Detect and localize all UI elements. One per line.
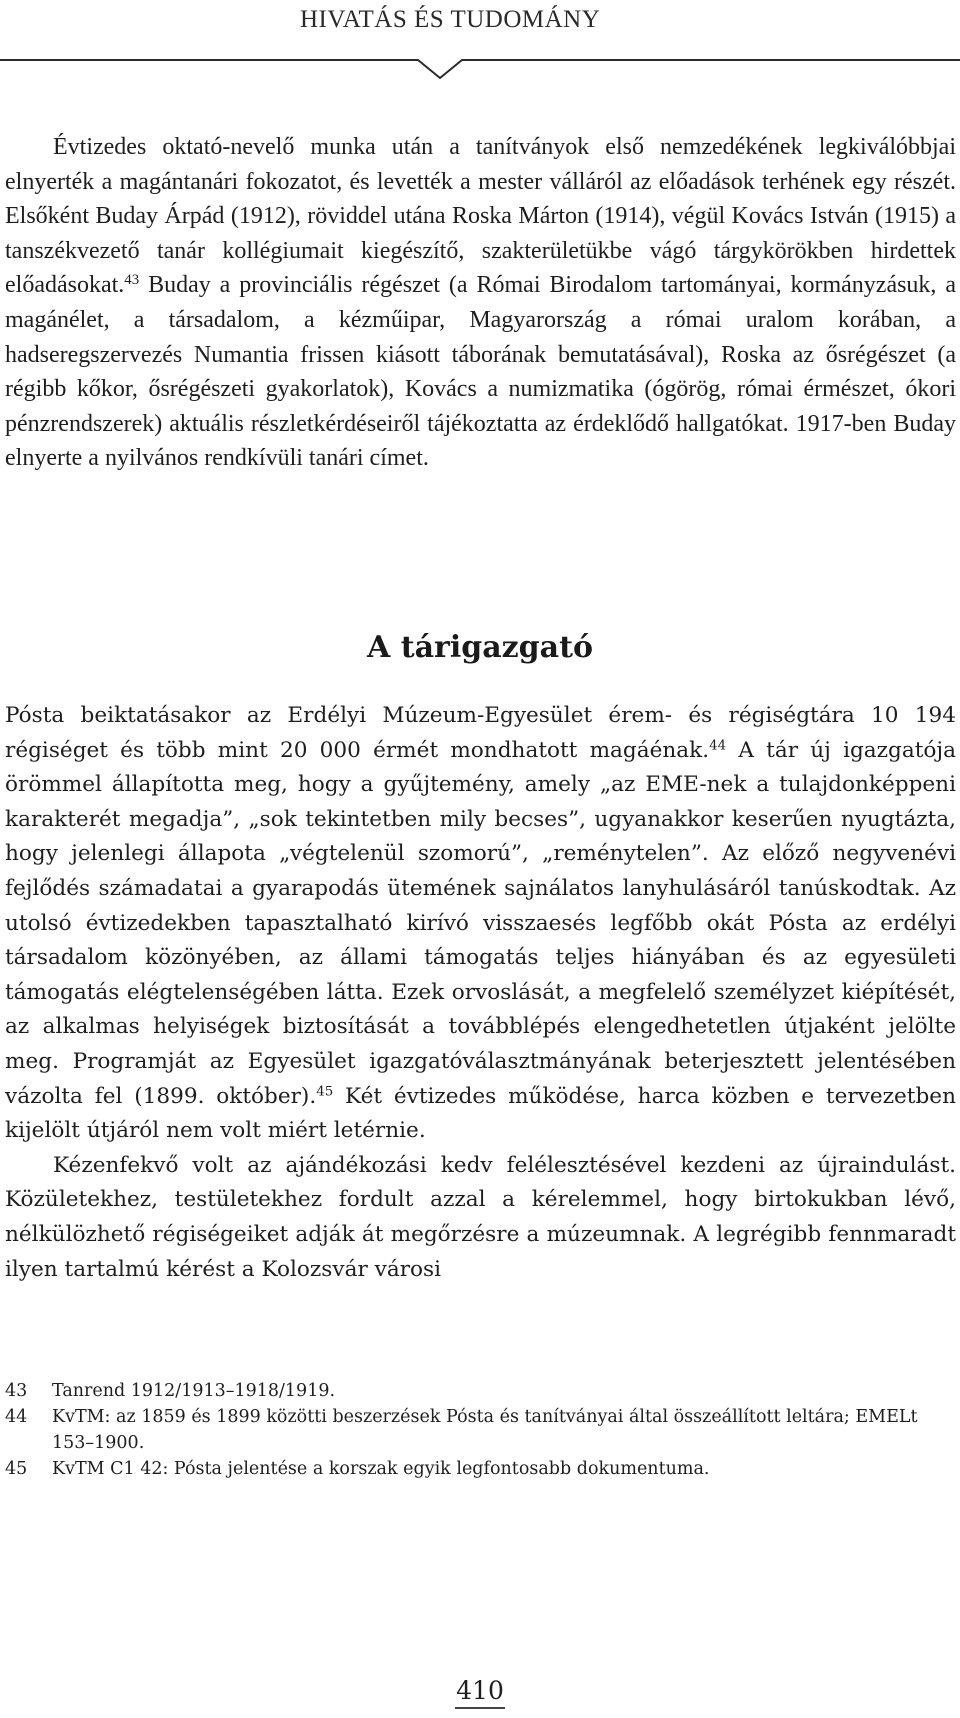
paragraph-text: Buday a provinciális régészet (a Római Birodalom tartományai, kormányzásuk, a magánélet, a társadalom, a kézműipar, Magyarország a római uralom korában, a hadseregszervezés Numantia frissen kiásott táborának bemutatásával), Roska az ősrégészet (a régibb kőkor, ősrégészeti gyakorlatok), Kovács a numizmatika (ógörög, római érmészet, ókori pénzrendszerek) aktuális részletkérdéseiről tájékoztatta az érdeklődő hallgatókat. 1917-ben Buday elnyerte a nyilvános rendkívüli tanári címet.: [5, 272, 956, 472]
footnote-number: 43: [5, 1381, 28, 1401]
footnote-item: [5, 1456, 956, 1482]
footnote-ref-43: 43: [124, 272, 140, 289]
footnote-number: 44: [5, 1407, 28, 1427]
footnote-item: [5, 1404, 956, 1456]
footnote-ref-45: 45: [316, 1084, 334, 1100]
paragraph-donations: Kézenfekvő volt az ajándékozási kedv felélesztésével kezdeni az újraindulást. Közületekhez, testületekhez fordult azzal a kérelemmel, hogy birtokukban lévő, nélkülözhető régiségeiket adják át megőrzésre a múzeumnak. A legrégibb fennmaradt ilyen tartalmú kérést a Kolozsvár városi: [5, 1152, 956, 1282]
page-number-underline: [455, 1707, 505, 1709]
paragraph-text: Évtizedes oktató-nevelő munka után a tanítványok első nemzedékének legkiválóbbjai elnyerték a magántanári fokozatot, és levették a mester válláról az előadások terhének egy részét. Elsőként Buday Árpád (1912), röviddel utána Roska Márton (1914), végül Kovács István (1915) a tanszékvezető tanár kollégiumait kiegészítő, szakterületükbe vágó tárgykörökben hirdettek előadásokat.: [5, 134, 956, 299]
footnote-number: 45: [5, 1459, 28, 1479]
paragraph-collection-state: [5, 699, 956, 1149]
footnotes: [5, 1378, 956, 1482]
section-heading: A tárigazgató: [367, 630, 593, 665]
section-b-body: [5, 699, 956, 1287]
footnote-ref-44: 44: [709, 738, 727, 754]
footnote-text: KvTM: az 1859 és 1899 közötti beszerzések Pósta és tanítványai által összeállított leltára; EMELt 153–1900.: [52, 1407, 918, 1453]
paragraph-text: Pósta beiktatásakor az Erdélyi Múzeum-Egyesület érem- és régiségtára 10 194 régiséget és több mint 20 000 érmét mondhatott magáénak.: [5, 703, 956, 763]
paragraph-text: A tár új igazgatója örömmel állapította meg, hogy a gyűjtemény, amely „az EME-nek a tulajdonképpeni karakterét megadja”, „sok tekintetben mily becses”, ugyanakkor keserűen nyugtázta, hogy jelenlegi állapota „végtelenül szomorú”, „reménytelen”. Az előző negyvenévi fejlődés számadatai a gyarapodás ütemének sajnálatos lanyhulásáról tanúskodtak. Az utolsó évtizedekben tapasztalható kirívó visszaesés legfőbb okát Pósta az erdélyi társadalom közönyében, az állami támogatás teljes hiányában és az egyesületi támogatás elégtelenségében látta. Ezek orvoslását, a megfelelő személyzet kiépítését, az alkalmas helyiségek biztosítását a továbblépés elengedhetetlen útjaként jelölte meg. Programját az Egyesület igazgatóválasztmányának beterjesztett jelentésében vázolta fel (1899. október).: [5, 737, 956, 1109]
footnote-item: [5, 1378, 956, 1404]
paragraph-text: Két évtizedes működése, harca közben e tervezetben kijelölt útjáról nem volt miért letérnie.: [5, 1083, 956, 1144]
header-rule-chevron: [0, 50, 960, 90]
running-head-title: HIVATÁS ÉS TUDOMÁNY: [300, 6, 601, 33]
footnote-text: Tanrend 1912/1913–1918/1919.: [52, 1381, 336, 1401]
paragraph-lecturers: [5, 130, 956, 476]
page-number: 410: [456, 1676, 504, 1705]
footnote-text: KvTM C1 42: Pósta jelentése a korszak egyik legfontosabb dokumentuma.: [52, 1459, 710, 1479]
section-a-body: [5, 130, 956, 476]
